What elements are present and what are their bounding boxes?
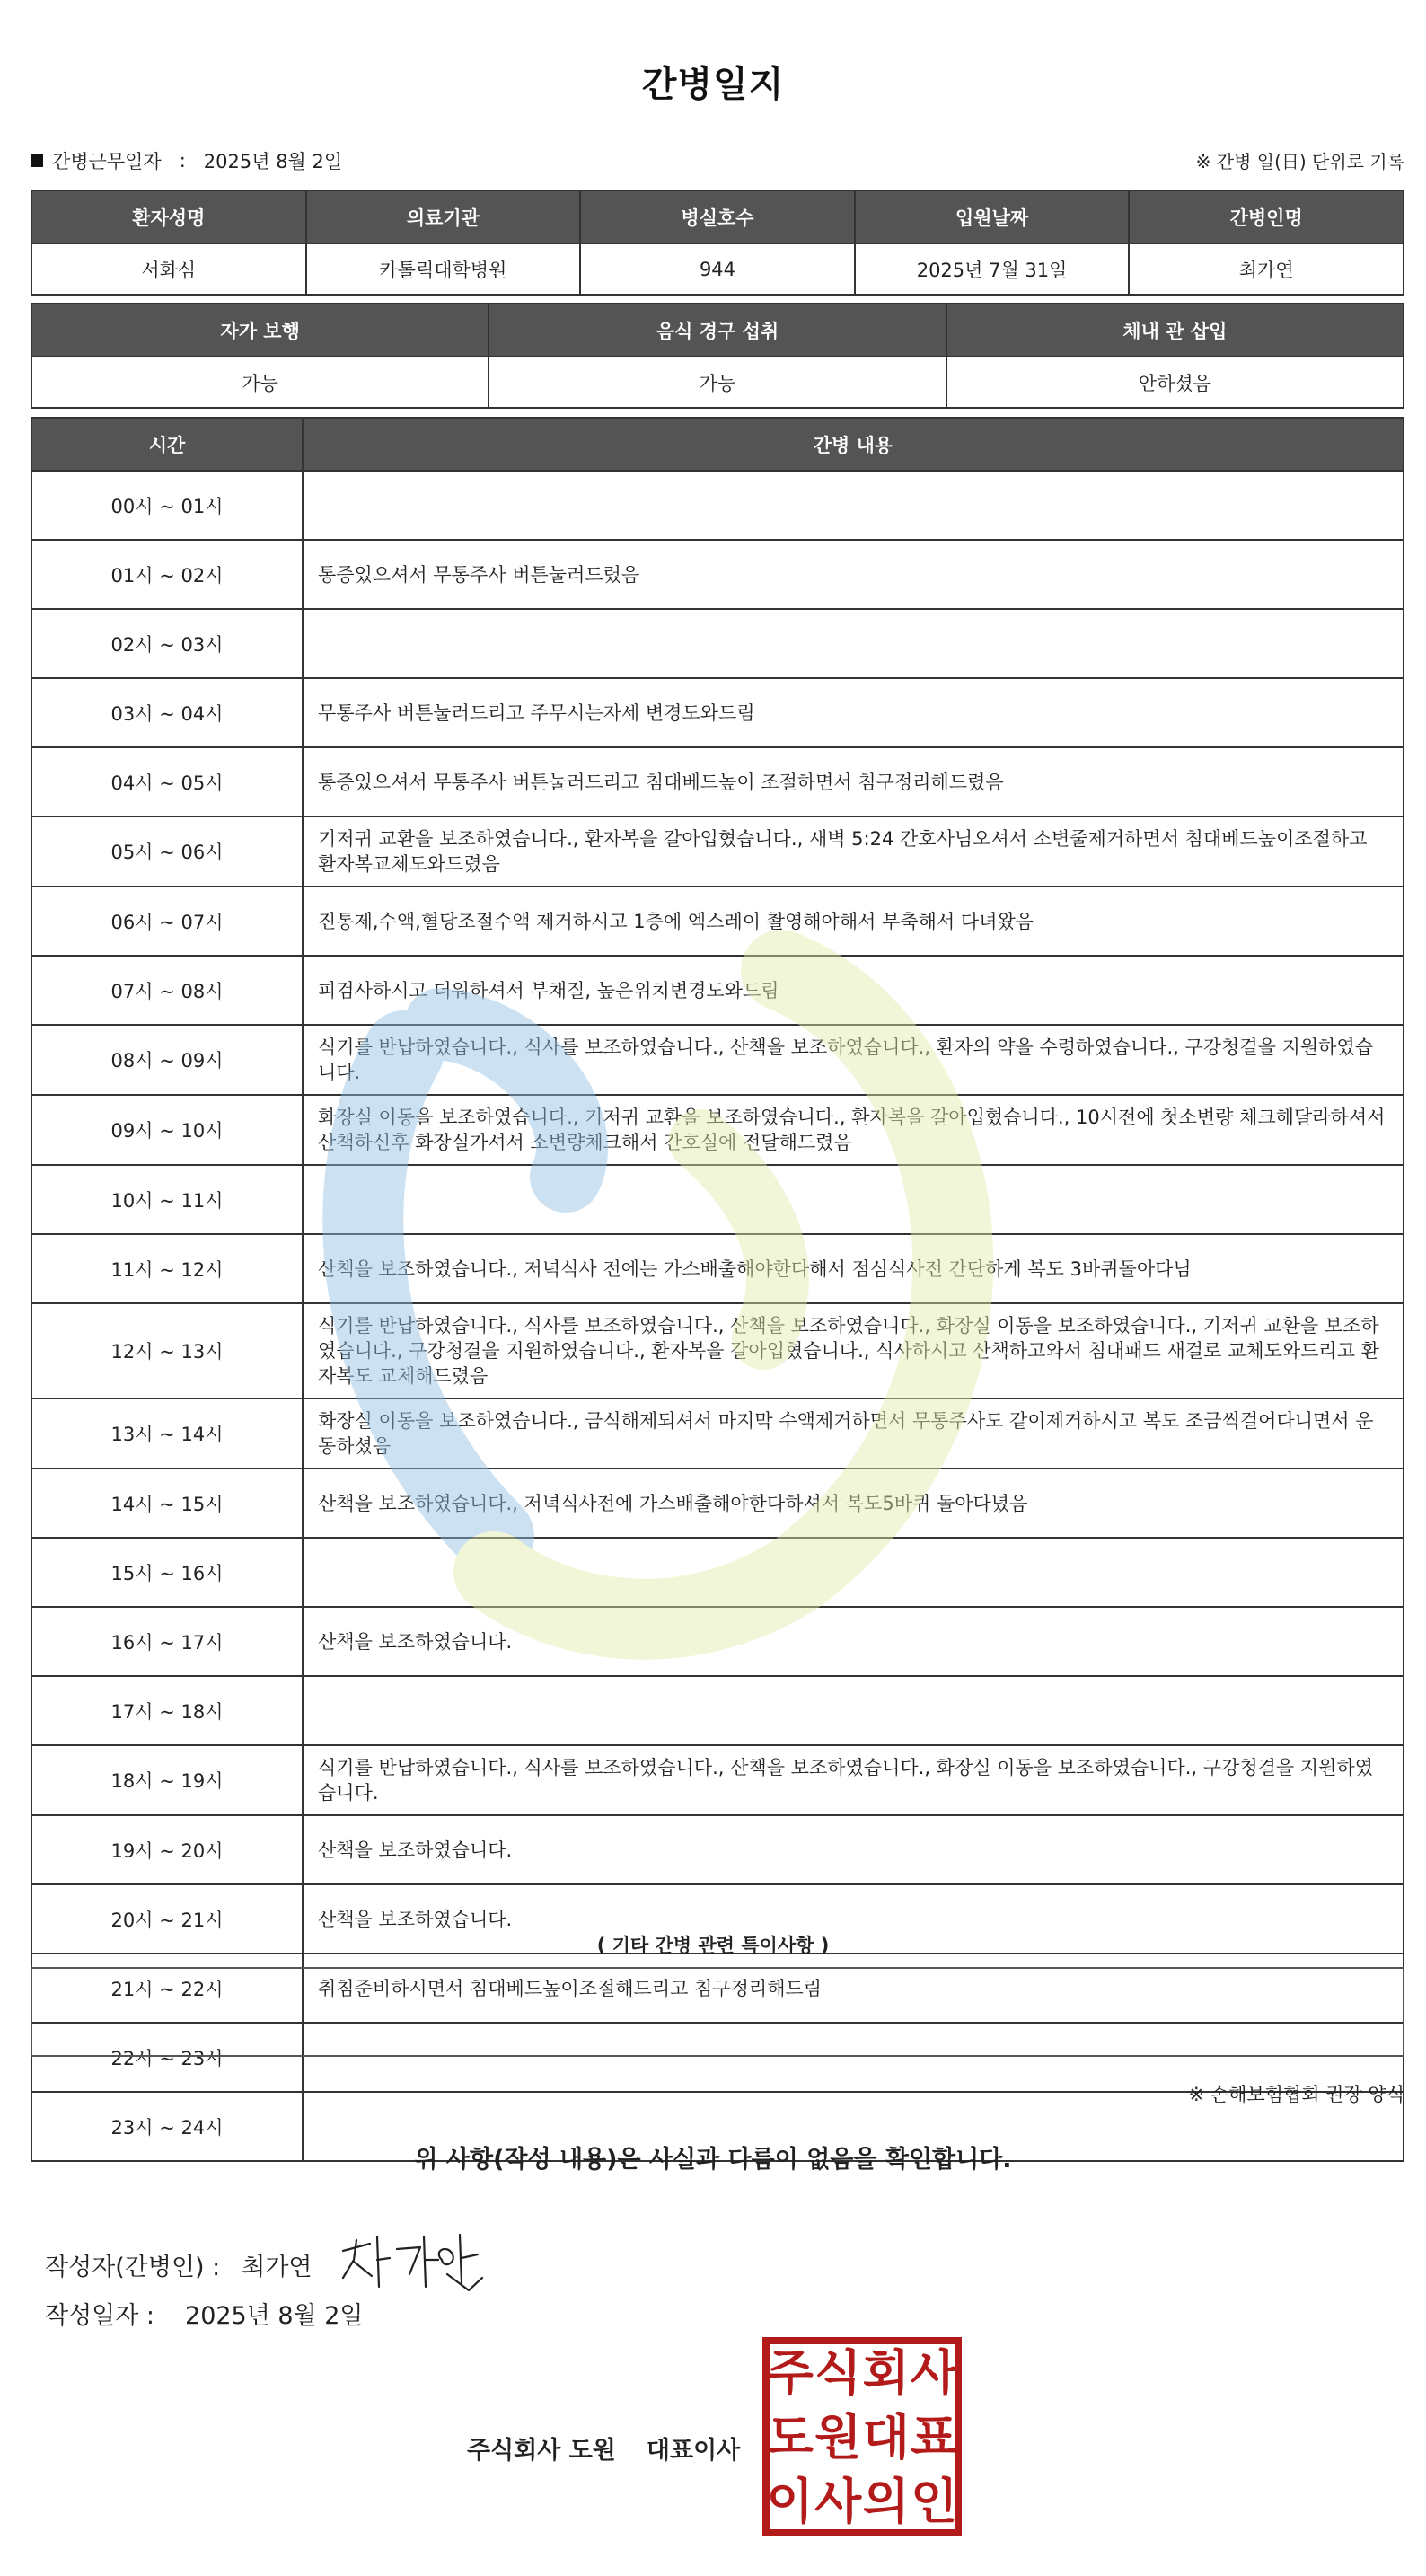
log-row xyxy=(31,1398,1404,1469)
log-time-cell: 15시 ~ 16시 xyxy=(31,1538,303,1607)
log-content-cell: 화장실 이동을 보조하였습니다., 금식해제되셔서 마지막 수액제거하면서 무통주사도 같이제거하시고 복도 조금씩걸어다니면서 운동하셨음 xyxy=(303,1398,1404,1469)
log-row xyxy=(31,471,1404,540)
log-time-cell: 19시 ~ 20시 xyxy=(31,1815,303,1884)
log-content-cell xyxy=(303,471,1404,540)
log-time-cell: 22시 ~ 23시 xyxy=(31,2023,303,2092)
log-time-cell: 01시 ~ 02시 xyxy=(31,540,303,609)
log-content-cell: 산책을 보조하였습니다. xyxy=(303,1815,1404,1884)
hospital-name: 카톨릭대학병원 xyxy=(306,243,581,295)
log-time-cell: 00시 ~ 01시 xyxy=(31,471,303,540)
log-time-cell: 14시 ~ 15시 xyxy=(31,1469,303,1538)
log-content-cell: 식기를 반납하였습니다., 식사를 보조하였습니다., 산책을 보조하였습니다., 화장실 이동을 보조하였습니다., 구강청결을 지원하였습니다. xyxy=(303,1745,1404,1815)
header-room-number: 병실호수 xyxy=(580,190,855,243)
work-date-separator: : xyxy=(179,150,186,172)
log-content-cell: 통증있으셔서 무통주사 버튼눌러드렸음 xyxy=(303,540,1404,609)
log-row xyxy=(31,609,1404,678)
stamp-glyph: 이 xyxy=(766,2473,814,2530)
stamp-glyph: 사 xyxy=(814,2473,862,2530)
log-content-cell: 피검사하시고 더워하셔서 부채질, 높은위치변경도와드림 xyxy=(303,956,1404,1025)
oral-intake-value: 가능 xyxy=(489,357,946,408)
log-row xyxy=(31,1607,1404,1676)
company-rep-title: 대표이사 xyxy=(646,2437,741,2465)
header-admission-date: 입원날짜 xyxy=(855,190,1130,243)
log-content-cell xyxy=(303,1538,1404,1607)
page-title: 간병일지 xyxy=(641,64,785,105)
header-time: 시간 xyxy=(31,418,303,471)
log-content-cell xyxy=(303,609,1404,678)
caregiver-name: 최가연 xyxy=(1129,243,1404,295)
log-content-cell: 기저귀 교환을 보조하였습니다., 환자복을 갈아입혔습니다., 새벽 5:24 간호사님오셔서 소변줄제거하면서 침대베드높이조절하고 환자복교체도와드렸음 xyxy=(303,816,1404,887)
status-header-row xyxy=(31,304,1404,357)
stamp-glyph: 회 xyxy=(862,2344,910,2402)
log-time-cell: 09시 ~ 10시 xyxy=(31,1095,303,1165)
work-date-value: 2025년 8월 2일 xyxy=(203,151,343,172)
log-body xyxy=(31,471,1404,2161)
log-row xyxy=(31,887,1404,956)
patient-info-value-row xyxy=(31,243,1404,295)
header-hospital: 의료기관 xyxy=(306,190,581,243)
stamp-glyph: 도 xyxy=(766,2409,814,2466)
status-value-row xyxy=(31,357,1404,408)
log-row xyxy=(31,1303,1404,1398)
log-row xyxy=(31,1745,1404,1815)
log-row xyxy=(31,1234,1404,1303)
log-content-cell: 식기를 반납하였습니다., 식사를 보조하였습니다., 산책을 보조하였습니다., 화장실 이동을 보조하였습니다., 기저귀 교환을 보조하였습니다., 구강청결을 지원하였습니다., 환자복을 갈아입혔습니다., 식사하시고 산책하고와서 침대패드 새걸로 교체도와드리고 환자복도 교체해드렸음 xyxy=(303,1303,1404,1398)
log-time-cell: 08시 ~ 09시 xyxy=(31,1025,303,1095)
stamp-glyph: 식 xyxy=(814,2344,862,2402)
log-time-cell: 04시 ~ 05시 xyxy=(31,747,303,816)
log-header-row xyxy=(31,418,1404,471)
log-time-cell: 13시 ~ 14시 xyxy=(31,1398,303,1469)
stamp-glyph: 원 xyxy=(814,2409,862,2466)
log-content-cell: 산책을 보조하였습니다., 저녁식사 전에는 가스배출해야한다해서 점심식사전 간단하게 복도 3바퀴돌아다님 xyxy=(303,1234,1404,1303)
hourly-care-log-table xyxy=(31,417,1404,2162)
log-time-cell: 23시 ~ 24시 xyxy=(31,2092,303,2161)
header-caregiver-name: 간병인명 xyxy=(1129,190,1404,243)
patient-name: 서화심 xyxy=(31,243,306,295)
log-time-cell: 16시 ~ 17시 xyxy=(31,1607,303,1676)
meta-row xyxy=(31,147,1404,178)
patient-info-table xyxy=(31,190,1404,296)
log-row xyxy=(31,1676,1404,1745)
log-row xyxy=(31,1538,1404,1607)
patient-status-table xyxy=(31,303,1404,409)
log-row xyxy=(31,747,1404,816)
log-content-cell: 통증있으셔서 무통주사 버튼눌러드리고 침대베드높이 조절하면서 침구정리해드렸음 xyxy=(303,747,1404,816)
work-date-block xyxy=(31,147,342,174)
log-row xyxy=(31,1095,1404,1165)
writer-label: 작성자(간병인) : xyxy=(45,2253,221,2281)
written-date-line xyxy=(45,2296,364,2331)
log-time-cell: 18시 ~ 19시 xyxy=(31,1745,303,1815)
tube-insertion-value: 안하셨음 xyxy=(946,357,1404,408)
work-date-label: 간병근무일자 xyxy=(52,151,162,172)
log-content-cell xyxy=(303,1165,1404,1234)
stamp-glyph: 사 xyxy=(911,2344,958,2402)
log-content-cell: 진통제,수액,혈당조절수액 제거하시고 1층에 엑스레이 촬영해야해서 부축해서 다녀왔음 xyxy=(303,887,1404,956)
stamp-glyph: 인 xyxy=(911,2473,958,2530)
self-walking-value: 가능 xyxy=(31,357,489,408)
log-time-cell: 05시 ~ 06시 xyxy=(31,816,303,887)
log-content-cell: 산책을 보조하였습니다., 저녁식사전에 가스배출해야한다하셔서 복도5바퀴 돌아다녔음 xyxy=(303,1469,1404,1538)
log-row xyxy=(31,1165,1404,1234)
unit-note: ※ 간병 일(日) 단위로 기록 xyxy=(1195,151,1404,172)
log-row xyxy=(31,678,1404,747)
confirmation-statement: 위 사항(작성 내용)은 사실과 다름이 없음을 확인합니다. xyxy=(414,2146,1012,2174)
stamp-glyph: 표 xyxy=(911,2409,958,2466)
writer-line xyxy=(45,2224,487,2305)
handwritten-signature-icon xyxy=(334,2224,487,2305)
log-time-cell: 21시 ~ 22시 xyxy=(31,1954,303,2023)
room-number: 944 xyxy=(580,243,855,295)
log-row xyxy=(31,1025,1404,1095)
log-time-cell: 10시 ~ 11시 xyxy=(31,1165,303,1234)
log-time-cell: 02시 ~ 03시 xyxy=(31,609,303,678)
writer-name: 최가연 xyxy=(242,2253,312,2281)
log-time-cell: 20시 ~ 21시 xyxy=(31,1884,303,1954)
patient-info-header-row xyxy=(31,190,1404,243)
log-time-cell: 07시 ~ 08시 xyxy=(31,956,303,1025)
admission-date: 2025년 7월 31일 xyxy=(855,243,1130,295)
recommend-note: ※ 손해보험협회 권장 양식 xyxy=(1188,2084,1404,2105)
log-row xyxy=(31,540,1404,609)
log-row xyxy=(31,1815,1404,1884)
log-content-cell: 산책을 보조하였습니다. xyxy=(303,1884,1404,1954)
log-row xyxy=(31,1469,1404,1538)
company-name: 주식회사 도원 xyxy=(467,2437,616,2465)
notes-box xyxy=(31,1967,1404,2057)
log-row xyxy=(31,956,1404,1025)
header-oral-intake: 음식 경구 섭취 xyxy=(489,304,946,357)
log-content-cell: 취침준비하시면서 침대베드높이조절해드리고 침구정리해드림 xyxy=(303,1954,1404,2023)
header-self-walking: 자가 보행 xyxy=(31,304,489,357)
written-date-value: 2025년 8월 2일 xyxy=(185,2302,364,2330)
company-line xyxy=(467,2430,740,2466)
log-time-cell: 17시 ~ 18시 xyxy=(31,1676,303,1745)
log-time-cell: 12시 ~ 13시 xyxy=(31,1303,303,1398)
log-row xyxy=(31,816,1404,887)
log-content-cell: 화장실 이동을 보조하였습니다., 기저귀 교환을 보조하였습니다., 환자복을 갈아입혔습니다., 10시전에 첫소변량 체크해달라하셔서 산책하신후 화장실가셔서 소변량체크해서 간호실에 전달해드렸음 xyxy=(303,1095,1404,1165)
written-date-label: 작성일자 : xyxy=(45,2302,155,2330)
header-patient-name: 환자성명 xyxy=(31,190,306,243)
log-time-cell: 11시 ~ 12시 xyxy=(31,1234,303,1303)
header-tube-insertion: 체내 관 삽입 xyxy=(946,304,1404,357)
header-care-content: 간병 내용 xyxy=(303,418,1404,471)
log-content-cell: 무통주사 버튼눌러드리고 주무시는자세 변경도와드림 xyxy=(303,678,1404,747)
log-time-cell: 06시 ~ 07시 xyxy=(31,887,303,956)
log-content-cell: 식기를 반납하였습니다., 식사를 보조하였습니다., 산책을 보조하였습니다., 환자의 약을 수령하였습니다., 구강청결을 지원하였습니다. xyxy=(303,1025,1404,1095)
log-content-cell xyxy=(303,1676,1404,1745)
stamp-glyph: 대 xyxy=(862,2409,910,2466)
stamp-glyph: 주 xyxy=(766,2344,814,2402)
log-time-cell: 03시 ~ 04시 xyxy=(31,678,303,747)
bullet-square-icon xyxy=(31,154,43,167)
log-content-cell: 산책을 보조하였습니다. xyxy=(303,1607,1404,1676)
notes-title: ( 기타 간병 관련 특이사항 ) xyxy=(596,1935,830,1956)
stamp-glyph: 의 xyxy=(862,2473,910,2530)
company-seal-stamp-icon xyxy=(761,2335,964,2538)
